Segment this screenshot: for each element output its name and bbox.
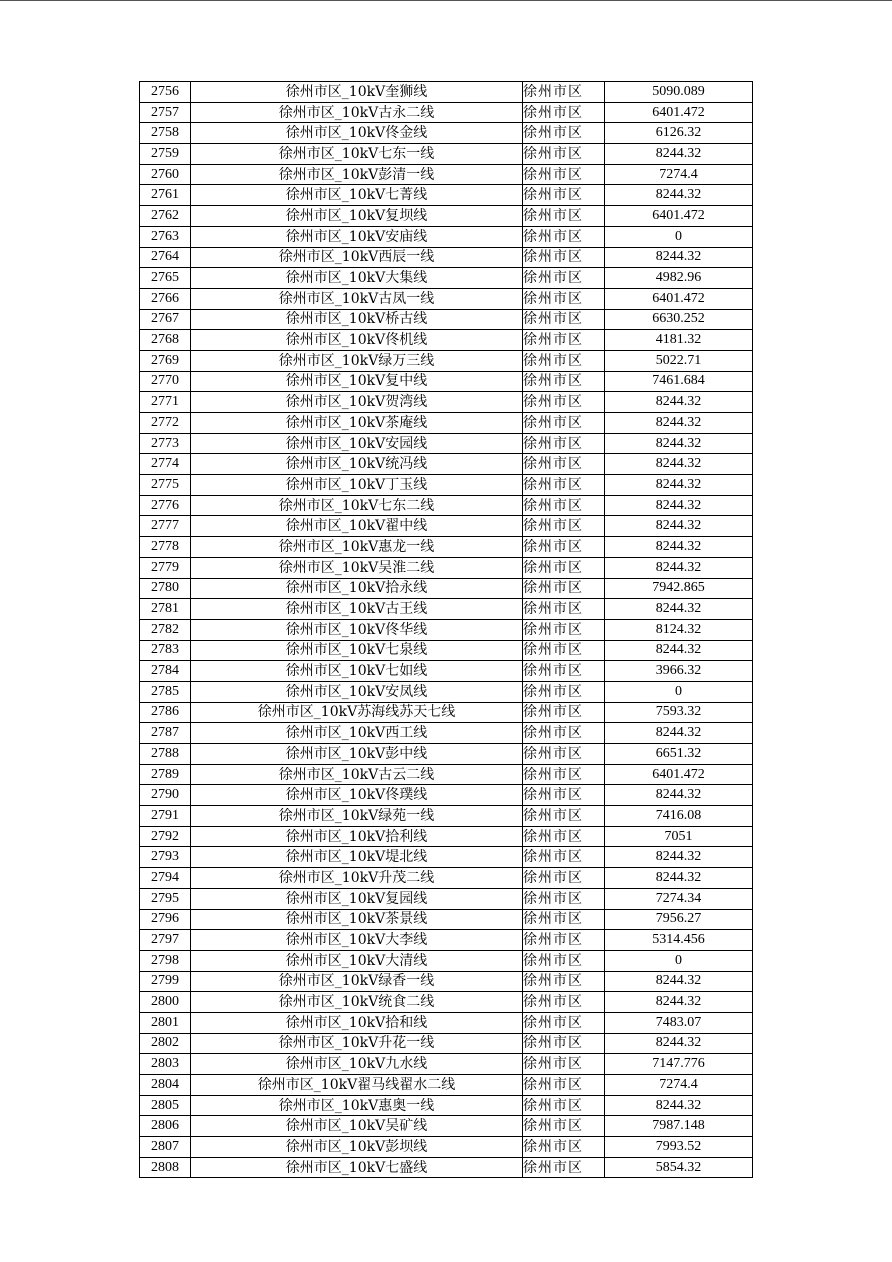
row-number-cell: 2774 [140, 454, 191, 475]
district-cell: 徐州市区 [523, 516, 605, 537]
value-cell: 7274.34 [605, 888, 753, 909]
line-name-cell: 徐州市区_10kV七菁线 [191, 185, 523, 206]
district-cell: 徐州市区 [523, 785, 605, 806]
value-cell: 0 [605, 950, 753, 971]
row-number-cell: 2757 [140, 102, 191, 123]
line-name-cell: 徐州市区_10kV西辰一线 [191, 247, 523, 268]
table-row [140, 1075, 753, 1096]
row-number-cell: 2808 [140, 1157, 191, 1178]
value-cell: 8244.32 [605, 247, 753, 268]
line-name-cell: 徐州市区_10kV彭坝线 [191, 1137, 523, 1158]
table-row [140, 599, 753, 620]
district-cell: 徐州市区 [523, 392, 605, 413]
table-row [140, 433, 753, 454]
district-cell: 徐州市区 [523, 744, 605, 765]
row-number-cell: 2756 [140, 82, 191, 103]
district-cell: 徐州市区 [523, 1157, 605, 1178]
district-cell: 徐州市区 [523, 1033, 605, 1054]
district-cell: 徐州市区 [523, 247, 605, 268]
line-name-cell: 徐州市区_10kV安庙线 [191, 226, 523, 247]
district-cell: 徐州市区 [523, 950, 605, 971]
row-number-cell: 2782 [140, 619, 191, 640]
line-name-cell: 徐州市区_10kV绿万三线 [191, 350, 523, 371]
district-cell: 徐州市区 [523, 557, 605, 578]
district-cell: 徐州市区 [523, 413, 605, 434]
district-cell: 徐州市区 [523, 702, 605, 723]
table-row [140, 930, 753, 951]
value-cell: 6401.472 [605, 206, 753, 227]
row-number-cell: 2772 [140, 413, 191, 434]
district-cell: 徐州市区 [523, 888, 605, 909]
value-cell: 7942.865 [605, 578, 753, 599]
value-cell: 0 [605, 681, 753, 702]
table-row [140, 185, 753, 206]
district-cell: 徐州市区 [523, 847, 605, 868]
district-cell: 徐州市区 [523, 475, 605, 496]
row-number-cell: 2780 [140, 578, 191, 599]
line-name-cell: 徐州市区_10kV绿香一线 [191, 971, 523, 992]
value-cell: 7051 [605, 826, 753, 847]
document-page [139, 81, 752, 1178]
value-cell: 5090.089 [605, 82, 753, 103]
line-name-cell: 徐州市区_10kV升花一线 [191, 1033, 523, 1054]
table-row [140, 82, 753, 103]
district-cell: 徐州市区 [523, 123, 605, 144]
line-name-cell: 徐州市区_10kV贺湾线 [191, 392, 523, 413]
line-name-cell: 徐州市区_10kV彭中线 [191, 744, 523, 765]
value-cell: 7416.08 [605, 806, 753, 827]
table-row [140, 1012, 753, 1033]
row-number-cell: 2805 [140, 1095, 191, 1116]
line-name-cell: 徐州市区_10kV拾永线 [191, 578, 523, 599]
value-cell: 7147.776 [605, 1054, 753, 1075]
line-name-cell: 徐州市区_10kV七东二线 [191, 495, 523, 516]
table-row [140, 619, 753, 640]
value-cell: 6126.32 [605, 123, 753, 144]
value-cell: 8244.32 [605, 847, 753, 868]
value-cell: 5022.71 [605, 350, 753, 371]
table-row [140, 537, 753, 558]
line-name-cell: 徐州市区_10kV吴矿线 [191, 1116, 523, 1137]
line-name-cell: 徐州市区_10kV堤北线 [191, 847, 523, 868]
table-row [140, 144, 753, 165]
table-row [140, 702, 753, 723]
line-name-cell: 徐州市区_10kV翟马线翟水二线 [191, 1075, 523, 1096]
row-number-cell: 2793 [140, 847, 191, 868]
table-row [140, 868, 753, 889]
district-cell: 徐州市区 [523, 619, 605, 640]
value-cell: 8244.32 [605, 495, 753, 516]
value-cell: 8244.32 [605, 992, 753, 1013]
line-name-cell: 徐州市区_10kV佟璞线 [191, 785, 523, 806]
line-name-cell: 徐州市区_10kV西工线 [191, 723, 523, 744]
table-row [140, 909, 753, 930]
row-number-cell: 2794 [140, 868, 191, 889]
value-cell: 6401.472 [605, 288, 753, 309]
value-cell: 8244.32 [605, 557, 753, 578]
district-cell: 徐州市区 [523, 971, 605, 992]
table-body [140, 82, 753, 1178]
value-cell: 8244.32 [605, 785, 753, 806]
district-cell: 徐州市区 [523, 495, 605, 516]
district-cell: 徐州市区 [523, 1054, 605, 1075]
district-cell: 徐州市区 [523, 661, 605, 682]
table-row [140, 578, 753, 599]
district-cell: 徐州市区 [523, 868, 605, 889]
district-cell: 徐州市区 [523, 144, 605, 165]
row-number-cell: 2790 [140, 785, 191, 806]
table-row [140, 288, 753, 309]
line-name-cell: 徐州市区_10kV苏海线苏天七线 [191, 702, 523, 723]
value-cell: 4982.96 [605, 268, 753, 289]
row-number-cell: 2764 [140, 247, 191, 268]
row-number-cell: 2767 [140, 309, 191, 330]
district-cell: 徐州市区 [523, 764, 605, 785]
table-row [140, 661, 753, 682]
table-row [140, 681, 753, 702]
row-number-cell: 2800 [140, 992, 191, 1013]
table-row [140, 992, 753, 1013]
table-row [140, 226, 753, 247]
line-name-cell: 徐州市区_10kV升茂二线 [191, 868, 523, 889]
row-number-cell: 2781 [140, 599, 191, 620]
line-name-cell: 徐州市区_10kV安凤线 [191, 681, 523, 702]
line-name-cell: 徐州市区_10kV拾和线 [191, 1012, 523, 1033]
value-cell: 3966.32 [605, 661, 753, 682]
row-number-cell: 2783 [140, 640, 191, 661]
value-cell: 8244.32 [605, 185, 753, 206]
district-cell: 徐州市区 [523, 268, 605, 289]
district-cell: 徐州市区 [523, 1095, 605, 1116]
line-name-cell: 徐州市区_10kV古王线 [191, 599, 523, 620]
row-number-cell: 2791 [140, 806, 191, 827]
row-number-cell: 2762 [140, 206, 191, 227]
line-name-cell: 徐州市区_10kV复坝线 [191, 206, 523, 227]
line-name-cell: 徐州市区_10kV七东一线 [191, 144, 523, 165]
district-cell: 徐州市区 [523, 930, 605, 951]
line-name-cell: 徐州市区_10kV统食二线 [191, 992, 523, 1013]
row-number-cell: 2803 [140, 1054, 191, 1075]
row-number-cell: 2763 [140, 226, 191, 247]
row-number-cell: 2760 [140, 164, 191, 185]
district-cell: 徐州市区 [523, 164, 605, 185]
row-number-cell: 2766 [140, 288, 191, 309]
line-name-cell: 徐州市区_10kV惠奥一线 [191, 1095, 523, 1116]
line-name-cell: 徐州市区_10kV佟机线 [191, 330, 523, 351]
table-row [140, 392, 753, 413]
district-cell: 徐州市区 [523, 102, 605, 123]
table-row [140, 785, 753, 806]
row-number-cell: 2778 [140, 537, 191, 558]
district-cell: 徐州市区 [523, 330, 605, 351]
value-cell: 6651.32 [605, 744, 753, 765]
district-cell: 徐州市区 [523, 578, 605, 599]
table-row [140, 950, 753, 971]
line-name-cell: 徐州市区_10kV拾利线 [191, 826, 523, 847]
district-cell: 徐州市区 [523, 537, 605, 558]
table-row [140, 123, 753, 144]
table-row [140, 247, 753, 268]
line-name-cell: 徐州市区_10kV茶景线 [191, 909, 523, 930]
district-cell: 徐州市区 [523, 309, 605, 330]
value-cell: 7274.4 [605, 164, 753, 185]
row-number-cell: 2789 [140, 764, 191, 785]
district-cell: 徐州市区 [523, 599, 605, 620]
line-name-cell: 徐州市区_10kV复中线 [191, 371, 523, 392]
district-cell: 徐州市区 [523, 226, 605, 247]
table-row [140, 475, 753, 496]
row-number-cell: 2779 [140, 557, 191, 578]
table-row [140, 1157, 753, 1178]
district-cell: 徐州市区 [523, 1075, 605, 1096]
row-number-cell: 2798 [140, 950, 191, 971]
table-row [140, 454, 753, 475]
value-cell: 7274.4 [605, 1075, 753, 1096]
value-cell: 8244.32 [605, 1033, 753, 1054]
row-number-cell: 2759 [140, 144, 191, 165]
district-cell: 徐州市区 [523, 371, 605, 392]
line-name-cell: 徐州市区_10kV吴淮二线 [191, 557, 523, 578]
district-cell: 徐州市区 [523, 350, 605, 371]
row-number-cell: 2807 [140, 1137, 191, 1158]
row-number-cell: 2795 [140, 888, 191, 909]
value-cell: 8244.32 [605, 433, 753, 454]
line-name-cell: 徐州市区_10kV七如线 [191, 661, 523, 682]
value-cell: 7993.52 [605, 1137, 753, 1158]
row-number-cell: 2799 [140, 971, 191, 992]
row-number-cell: 2802 [140, 1033, 191, 1054]
row-number-cell: 2761 [140, 185, 191, 206]
district-cell: 徐州市区 [523, 992, 605, 1013]
row-number-cell: 2769 [140, 350, 191, 371]
value-cell: 8244.32 [605, 454, 753, 475]
value-cell: 4181.32 [605, 330, 753, 351]
value-cell: 7483.07 [605, 1012, 753, 1033]
line-name-cell: 徐州市区_10kV奎狮线 [191, 82, 523, 103]
district-cell: 徐州市区 [523, 806, 605, 827]
value-cell: 7987.148 [605, 1116, 753, 1137]
district-cell: 徐州市区 [523, 640, 605, 661]
line-name-cell: 徐州市区_10kV安园线 [191, 433, 523, 454]
line-name-cell: 徐州市区_10kV古凤一线 [191, 288, 523, 309]
district-cell: 徐州市区 [523, 723, 605, 744]
line-name-cell: 徐州市区_10kV复园线 [191, 888, 523, 909]
district-cell: 徐州市区 [523, 206, 605, 227]
value-cell: 8244.32 [605, 516, 753, 537]
value-cell: 7956.27 [605, 909, 753, 930]
line-name-cell: 徐州市区_10kV大清线 [191, 950, 523, 971]
district-cell: 徐州市区 [523, 185, 605, 206]
district-cell: 徐州市区 [523, 1012, 605, 1033]
table-row [140, 723, 753, 744]
table-row [140, 516, 753, 537]
table-row [140, 826, 753, 847]
value-cell: 5314.456 [605, 930, 753, 951]
row-number-cell: 2758 [140, 123, 191, 144]
table-row [140, 371, 753, 392]
line-name-cell: 徐州市区_10kV绿苑一线 [191, 806, 523, 827]
line-name-cell: 徐州市区_10kV古永二线 [191, 102, 523, 123]
value-cell: 7593.32 [605, 702, 753, 723]
district-cell: 徐州市区 [523, 454, 605, 475]
value-cell: 8244.32 [605, 392, 753, 413]
row-number-cell: 2786 [140, 702, 191, 723]
table-row [140, 806, 753, 827]
table-row [140, 413, 753, 434]
row-number-cell: 2771 [140, 392, 191, 413]
line-name-cell: 徐州市区_10kV茶庵线 [191, 413, 523, 434]
value-cell: 6630.252 [605, 309, 753, 330]
line-name-cell: 徐州市区_10kV惠龙一线 [191, 537, 523, 558]
row-number-cell: 2785 [140, 681, 191, 702]
line-name-cell: 徐州市区_10kV大集线 [191, 268, 523, 289]
line-name-cell: 徐州市区_10kV统冯线 [191, 454, 523, 475]
row-number-cell: 2765 [140, 268, 191, 289]
table-row [140, 640, 753, 661]
district-cell: 徐州市区 [523, 1116, 605, 1137]
table-row [140, 1054, 753, 1075]
row-number-cell: 2806 [140, 1116, 191, 1137]
value-cell: 8244.32 [605, 144, 753, 165]
value-cell: 8244.32 [605, 475, 753, 496]
value-cell: 8244.32 [605, 723, 753, 744]
row-number-cell: 2792 [140, 826, 191, 847]
value-cell: 8124.32 [605, 619, 753, 640]
value-cell: 8244.32 [605, 868, 753, 889]
table-row [140, 1033, 753, 1054]
row-number-cell: 2775 [140, 475, 191, 496]
table-row [140, 1116, 753, 1137]
line-name-cell: 徐州市区_10kV翟中线 [191, 516, 523, 537]
value-cell: 8244.32 [605, 971, 753, 992]
value-cell: 6401.472 [605, 764, 753, 785]
line-name-cell: 徐州市区_10kV九水线 [191, 1054, 523, 1075]
table-row [140, 164, 753, 185]
table-row [140, 206, 753, 227]
district-cell: 徐州市区 [523, 82, 605, 103]
district-cell: 徐州市区 [523, 288, 605, 309]
table-row [140, 847, 753, 868]
row-number-cell: 2776 [140, 495, 191, 516]
district-cell: 徐州市区 [523, 433, 605, 454]
line-name-cell: 徐州市区_10kV丁玉线 [191, 475, 523, 496]
value-cell: 8244.32 [605, 537, 753, 558]
row-number-cell: 2784 [140, 661, 191, 682]
table-row [140, 1137, 753, 1158]
value-cell: 8244.32 [605, 599, 753, 620]
value-cell: 7461.684 [605, 371, 753, 392]
row-number-cell: 2797 [140, 930, 191, 951]
table-row [140, 330, 753, 351]
line-name-cell: 徐州市区_10kV桥古线 [191, 309, 523, 330]
line-name-cell: 徐州市区_10kV古云二线 [191, 764, 523, 785]
row-number-cell: 2787 [140, 723, 191, 744]
value-cell: 0 [605, 226, 753, 247]
page-top-border [0, 0, 892, 1]
district-cell: 徐州市区 [523, 681, 605, 702]
line-name-cell: 徐州市区_10kV七泉线 [191, 640, 523, 661]
table-row [140, 1095, 753, 1116]
line-name-cell: 徐州市区_10kV七盛线 [191, 1157, 523, 1178]
table-row [140, 309, 753, 330]
district-cell: 徐州市区 [523, 826, 605, 847]
row-number-cell: 2804 [140, 1075, 191, 1096]
row-number-cell: 2788 [140, 744, 191, 765]
value-cell: 8244.32 [605, 413, 753, 434]
row-number-cell: 2801 [140, 1012, 191, 1033]
table-row [140, 764, 753, 785]
table-row [140, 744, 753, 765]
row-number-cell: 2768 [140, 330, 191, 351]
value-cell: 8244.32 [605, 1095, 753, 1116]
line-name-cell: 徐州市区_10kV佟华线 [191, 619, 523, 640]
table-row [140, 268, 753, 289]
row-number-cell: 2773 [140, 433, 191, 454]
line-name-cell: 徐州市区_10kV大李线 [191, 930, 523, 951]
value-cell: 5854.32 [605, 1157, 753, 1178]
district-cell: 徐州市区 [523, 909, 605, 930]
table-row [140, 102, 753, 123]
row-number-cell: 2796 [140, 909, 191, 930]
line-name-cell: 徐州市区_10kV彭清一线 [191, 164, 523, 185]
table-row [140, 888, 753, 909]
line-data-table [139, 81, 753, 1178]
value-cell: 8244.32 [605, 640, 753, 661]
row-number-cell: 2770 [140, 371, 191, 392]
line-name-cell: 徐州市区_10kV佟金线 [191, 123, 523, 144]
row-number-cell: 2777 [140, 516, 191, 537]
table-row [140, 557, 753, 578]
table-row [140, 350, 753, 371]
district-cell: 徐州市区 [523, 1137, 605, 1158]
table-row [140, 971, 753, 992]
value-cell: 6401.472 [605, 102, 753, 123]
table-row [140, 495, 753, 516]
